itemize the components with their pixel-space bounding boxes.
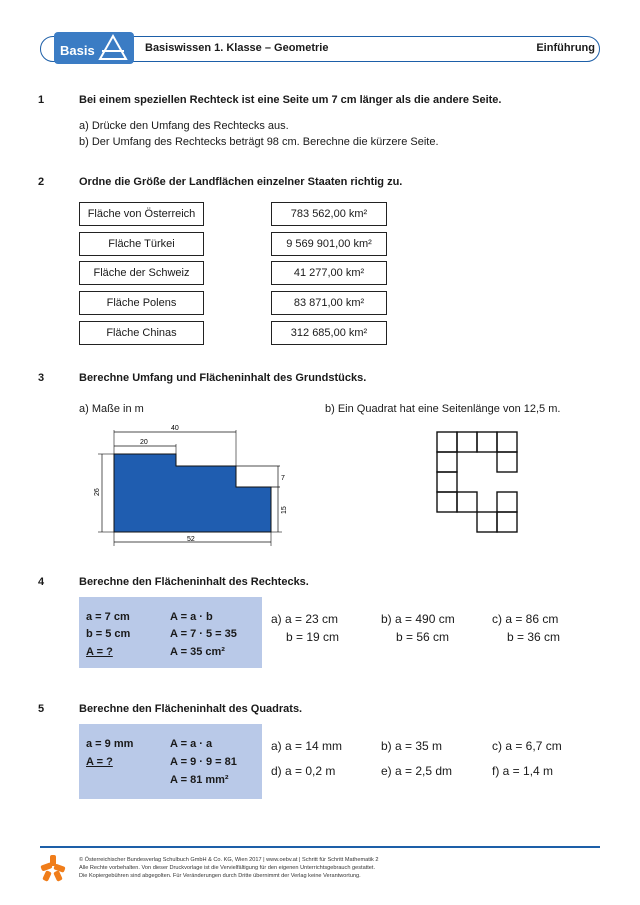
q5-title: Berechne den Flächeninhalt des Quadrats. (79, 703, 303, 715)
area-country-box[interactable]: Fläche von Österreich (79, 202, 204, 226)
footer-divider (40, 846, 600, 848)
area-country-box[interactable]: Fläche Chinas (79, 321, 204, 345)
footer-fees: Die Kopiergebühren sind abgegolten. Für Veränderungen durch Dritte übernimmt der Verlag keine Verantwortung. (79, 873, 361, 879)
dim-52-label: 52 (187, 536, 195, 543)
q5-example-given-a: a = 9 mm (86, 738, 134, 750)
area-country-box[interactable]: Fläche Polens (79, 291, 204, 315)
q4-number: 4 (38, 576, 45, 588)
dim-26-label: 26 (94, 488, 101, 496)
q4-example-unknown: A = ? (86, 646, 113, 658)
q2-number: 2 (38, 176, 45, 188)
area-value-box[interactable]: 83 871,00 km² (271, 291, 387, 315)
area-country-box[interactable]: Fläche Türkei (79, 232, 204, 256)
q4-task-b-line2: b = 56 cm (396, 630, 450, 644)
q4-task-a-line2: b = 19 cm (286, 630, 340, 644)
q5-example-unknown: A = ? (86, 756, 113, 768)
q4-example-given-a: a = 7 cm (86, 611, 130, 623)
q3-a-label: a) Maße in m (79, 403, 144, 415)
q1-task-a: a) Drücke den Umfang des Rechtecks aus. (79, 120, 289, 132)
q5-task-c: c) a = 6,7 cm (492, 739, 562, 753)
q4-example-calc: A = 7 · 5 = 35 (170, 628, 237, 640)
q5-task-a: a) a = 14 mm (271, 739, 343, 753)
area-value-box[interactable]: 312 685,00 km² (271, 321, 387, 345)
q4-task-c-line2: b = 36 cm (507, 630, 561, 644)
plot-diagram (90, 420, 300, 555)
dim-20-label: 20 (140, 439, 148, 446)
q5-task-f: f) a = 1,4 m (492, 764, 554, 778)
q5-task-e: e) a = 2,5 dm (381, 764, 453, 778)
q5-example-formula: A = a · a (170, 738, 213, 750)
q2-title: Ordne die Größe der Landflächen einzelner Staaten richtig zu. (79, 176, 403, 188)
q1-number: 1 (38, 94, 45, 106)
q5-number: 5 (38, 703, 45, 715)
publisher-logo-icon (40, 854, 66, 882)
area-value-box[interactable]: 783 562,00 km² (271, 202, 387, 226)
q5-task-b: b) a = 35 m (381, 739, 443, 753)
footer-rights: Alle Rechte vorbehalten. Von dieser Druckvorlage ist die Vervielfältigung für den eigenen Unterrichtsgebrauch gestattet. (79, 865, 376, 871)
page-title: Basiswissen 1. Klasse – Geometrie (145, 42, 329, 54)
area-value-box[interactable]: 41 277,00 km² (271, 261, 387, 285)
q4-task-a-line1: a) a = 23 cm (271, 612, 339, 626)
footer-copyright: © Österreichischer Bundesverlag Schulbuch GmbH & Co. KG, Wien 2017 | www.oebv.at | Schritt für Schritt Mathematik 2 (79, 857, 379, 863)
q5-task-d: d) a = 0,2 m (271, 764, 336, 778)
q4-title: Berechne den Flächeninhalt des Rechtecks. (79, 576, 309, 588)
area-country-box[interactable]: Fläche der Schweiz (79, 261, 204, 285)
q3-title: Berechne Umfang und Flächeninhalt des Grundstücks. (79, 372, 367, 384)
q3-b-label: b) Ein Quadrat hat eine Seitenlänge von 12,5 m. (325, 403, 561, 415)
q1-task-b: b) Der Umfang des Rechtecks beträgt 98 cm. Berechne die kürzere Seite. (79, 136, 439, 148)
q1-title: Bei einem speziellen Rechteck ist eine Seite um 7 cm länger als die andere Seite. (79, 94, 502, 106)
dim-7-label: 7 (281, 475, 285, 482)
q5-example-calc: A = 9 · 9 = 81 (170, 756, 237, 768)
q4-example-formula: A = a · b (170, 611, 213, 623)
q3-number: 3 (38, 372, 45, 384)
q5-example-result: A = 81 mm² (170, 774, 229, 786)
q4-task-c-line1: c) a = 86 cm (492, 612, 559, 626)
area-value-box[interactable]: 9 569 901,00 km² (271, 232, 387, 256)
square-grid-figure (436, 431, 524, 539)
basis-logo-label: Basis (60, 43, 95, 58)
q4-task-b-line1: b) a = 490 cm (381, 612, 455, 626)
section-label: Einführung (536, 42, 595, 54)
dim-15-label: 15 (281, 506, 288, 514)
q4-example-given-b: b = 5 cm (86, 628, 131, 640)
q4-example-result: A = 35 cm² (170, 646, 225, 658)
triangle-logo-icon (98, 33, 128, 63)
dim-40-label: 40 (171, 425, 179, 432)
